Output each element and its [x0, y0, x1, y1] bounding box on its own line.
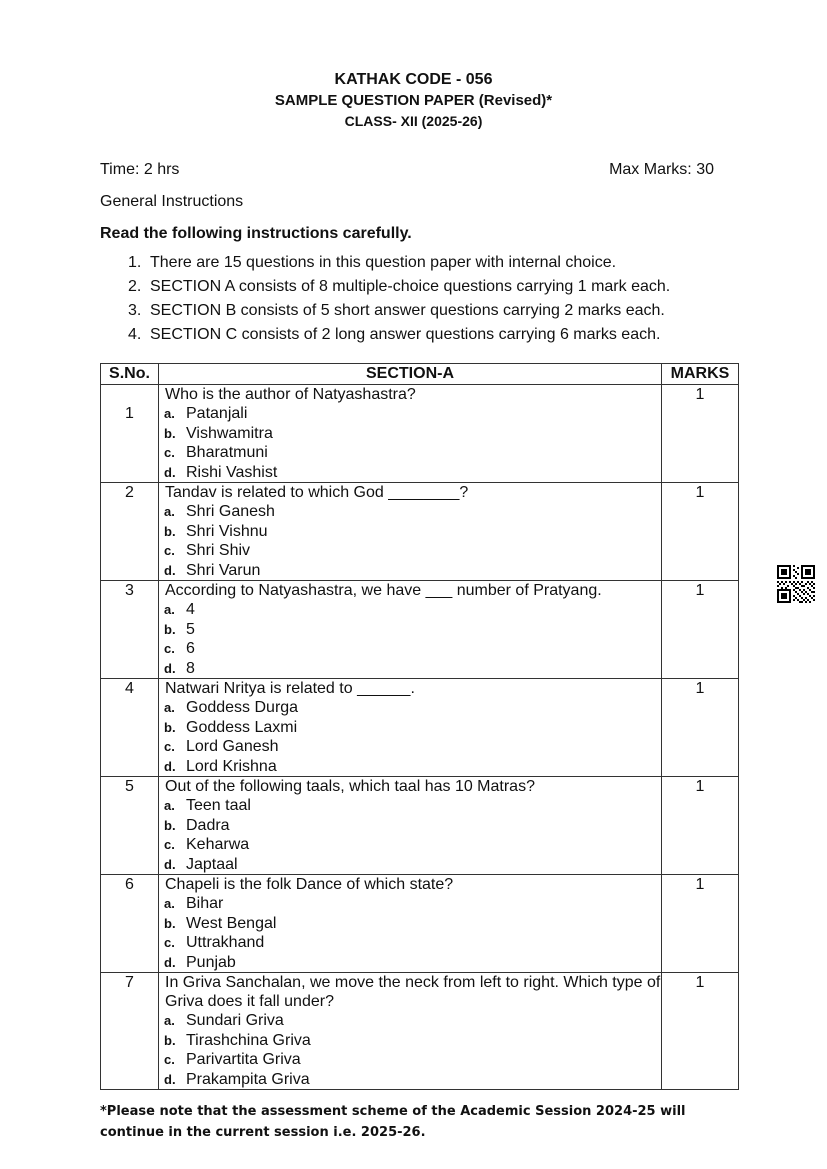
option-letter: b.	[164, 523, 176, 539]
option-item	[159, 600, 661, 620]
question-text: Tandav is related to which God ________?	[165, 484, 469, 501]
question-number-cell	[101, 483, 159, 581]
option-text: Lord Ganesh	[186, 738, 279, 755]
instruction-item	[128, 299, 670, 323]
option-item	[159, 914, 661, 934]
question-text: Out of the following taals, which taal has 10 Matras?	[165, 778, 535, 795]
question-row	[101, 875, 739, 973]
question-cell	[159, 875, 662, 973]
option-letter: a.	[164, 798, 175, 813]
option-text: Shri Varun	[186, 561, 261, 579]
general-instructions-heading: General Instructions	[100, 193, 244, 210]
marks-value: 1	[695, 386, 705, 403]
option-item	[159, 835, 661, 855]
question-row	[101, 581, 739, 679]
option-text: Shri Vishnu	[186, 522, 268, 540]
option-text: Shri Shiv	[186, 542, 251, 559]
option-letter: b.	[164, 817, 176, 833]
marks-value: 1	[695, 778, 705, 795]
question-row	[101, 385, 739, 483]
option-letter: b.	[164, 1032, 176, 1048]
marks-cell	[662, 875, 739, 973]
question-number-cell	[101, 875, 159, 973]
instruction-text: SECTION C consists of 2 long answer questions carrying 6 marks each.	[150, 326, 661, 343]
question-number: 5	[125, 778, 134, 795]
option-letter: c.	[164, 837, 175, 852]
instruction-text: SECTION B consists of 5 short answer questions carrying 2 marks each.	[150, 302, 665, 319]
instruction-text: There are 15 questions in this question paper with internal choice.	[150, 254, 617, 271]
paper-subtitle: SAMPLE QUESTION PAPER (Revised)*	[274, 92, 553, 109]
question-number: 3	[125, 582, 134, 599]
option-text: Teen taal	[186, 797, 251, 814]
question-table	[100, 363, 739, 1090]
option-text: Keharwa	[186, 836, 250, 853]
question-cell	[159, 973, 662, 1090]
question-number-cell	[101, 385, 159, 483]
marks-cell	[662, 973, 739, 1090]
option-item	[159, 541, 661, 561]
option-text: Bharatmuni	[186, 444, 268, 461]
option-item	[159, 443, 661, 463]
question-number: 7	[125, 974, 134, 991]
option-letter: d.	[164, 660, 176, 676]
question-row	[101, 679, 739, 777]
option-item	[159, 463, 661, 483]
option-item	[159, 1031, 661, 1051]
question-number: 4	[125, 680, 134, 697]
option-letter: d.	[164, 464, 176, 480]
question-row	[101, 777, 739, 875]
option-text: 6	[186, 640, 195, 657]
question-cell	[159, 385, 662, 483]
marks-cell	[662, 385, 739, 483]
instruction-number: 2.	[128, 278, 142, 295]
option-letter: d.	[164, 856, 176, 872]
paper-title: KATHAK CODE - 056	[334, 71, 493, 88]
instruction-item	[128, 275, 670, 299]
option-text: Punjab	[186, 953, 236, 971]
option-text: Shri Ganesh	[186, 503, 275, 520]
option-letter: a.	[164, 700, 175, 715]
option-letter: c.	[164, 739, 175, 754]
option-letter: d.	[164, 758, 176, 774]
marks-value: 1	[695, 582, 705, 599]
option-text: West Bengal	[186, 914, 277, 932]
option-item	[159, 404, 661, 424]
option-text: Lord Krishna	[186, 757, 277, 775]
option-item	[159, 737, 661, 757]
question-number: 6	[125, 876, 134, 893]
question-number-cell	[101, 973, 159, 1090]
option-letter: d.	[164, 1071, 176, 1087]
option-item	[159, 718, 661, 738]
option-letter: d.	[164, 562, 176, 578]
question-text: According to Natyashastra, we have ___ number of Pratyang.	[165, 582, 602, 599]
question-number-cell	[101, 581, 159, 679]
instruction-number: 1.	[128, 254, 142, 271]
option-item	[159, 816, 661, 836]
class-label: CLASS- XII (2025-26)	[344, 113, 483, 129]
section-header: SECTION-A	[159, 364, 662, 385]
option-letter: a.	[164, 896, 175, 911]
option-letter: a.	[164, 602, 175, 617]
question-number: 2	[125, 484, 134, 501]
marks-cell	[662, 483, 739, 581]
question-text: Chapeli is the folk Dance of which state?	[165, 876, 454, 893]
option-letter: a.	[164, 1013, 175, 1028]
marks-value: 1	[695, 680, 705, 697]
footnote: *Please note that the assessment scheme of the Academic Session 2024-25 will continue in the current session i.e. 2025-26.	[100, 1104, 686, 1140]
sno-header: S.No.	[101, 364, 159, 385]
option-text: Japtaal	[186, 855, 238, 873]
meta-row	[100, 161, 714, 179]
question-row	[101, 973, 739, 1090]
marks-cell	[662, 777, 739, 875]
option-letter: a.	[164, 504, 175, 519]
marks-cell	[662, 581, 739, 679]
instruction-text: SECTION A consists of 8 multiple-choice questions carrying 1 mark each.	[150, 278, 671, 295]
option-text: 8	[186, 659, 195, 677]
option-text: Prakampita Griva	[186, 1070, 310, 1088]
question-cell	[159, 483, 662, 581]
option-text: Patanjali	[186, 405, 248, 422]
marks-value: 1	[695, 974, 705, 991]
instruction-item	[128, 251, 670, 275]
question-cell	[159, 777, 662, 875]
option-item	[159, 855, 661, 875]
option-letter: c.	[164, 543, 175, 558]
option-item	[159, 1011, 661, 1031]
option-item	[159, 894, 661, 914]
option-item	[159, 796, 661, 816]
instruction-number: 3.	[128, 302, 142, 319]
option-text: Vishwamitra	[186, 424, 273, 442]
qr-code-icon	[777, 565, 815, 603]
question-row	[101, 483, 739, 581]
question-text: Who is the author of Natyashastra?	[165, 386, 416, 403]
option-item	[159, 639, 661, 659]
option-letter: c.	[164, 445, 175, 460]
page-header	[0, 70, 827, 131]
max-marks-label: Max Marks: 30	[609, 161, 714, 178]
option-letter: b.	[164, 719, 176, 735]
option-item	[159, 1050, 661, 1070]
option-letter: c.	[164, 641, 175, 656]
option-item	[159, 522, 661, 542]
option-text: Parivartita Griva	[186, 1051, 301, 1068]
option-item	[159, 933, 661, 953]
table-header-row	[101, 364, 739, 385]
option-item	[159, 698, 661, 718]
option-letter: a.	[164, 406, 175, 421]
option-text: Sundari Griva	[186, 1012, 284, 1029]
read-instructions-heading: Read the following instructions carefully.	[100, 225, 412, 242]
question-text: Natwari Nritya is related to ______.	[165, 680, 415, 697]
question-cell	[159, 581, 662, 679]
marks-cell	[662, 679, 739, 777]
question-number-cell	[101, 679, 159, 777]
option-text: 4	[186, 601, 195, 618]
option-text: Bihar	[186, 895, 224, 912]
option-item	[159, 1070, 661, 1090]
option-text: Goddess Laxmi	[186, 718, 298, 736]
instruction-item	[128, 323, 670, 347]
option-text: 5	[186, 620, 195, 638]
option-text: Goddess Durga	[186, 699, 299, 716]
marks-value: 1	[695, 876, 705, 893]
option-item	[159, 620, 661, 640]
option-text: Uttrakhand	[186, 934, 265, 951]
option-letter: c.	[164, 1052, 175, 1067]
option-item	[159, 953, 661, 973]
option-letter: b.	[164, 425, 176, 441]
option-letter: c.	[164, 935, 175, 950]
option-item	[159, 424, 661, 444]
option-item	[159, 561, 661, 581]
option-item	[159, 502, 661, 522]
question-text: In Griva Sanchalan, we move the neck from left to right. Which type of Griva does it fall under?	[165, 974, 661, 1010]
option-text: Tirashchina Griva	[186, 1031, 311, 1049]
option-letter: b.	[164, 621, 176, 637]
option-letter: d.	[164, 954, 176, 970]
time-label: Time: 2 hrs	[100, 161, 180, 178]
option-item	[159, 659, 661, 679]
instruction-number: 4.	[128, 326, 142, 343]
question-number: 1	[125, 405, 134, 422]
option-text: Dadra	[186, 816, 230, 834]
instructions-list	[128, 251, 670, 347]
marks-header: MARKS	[662, 364, 739, 385]
option-text: Rishi Vashist	[186, 463, 278, 481]
question-cell	[159, 679, 662, 777]
option-letter: b.	[164, 915, 176, 931]
option-item	[159, 757, 661, 777]
marks-value: 1	[695, 484, 705, 501]
question-number-cell	[101, 777, 159, 875]
